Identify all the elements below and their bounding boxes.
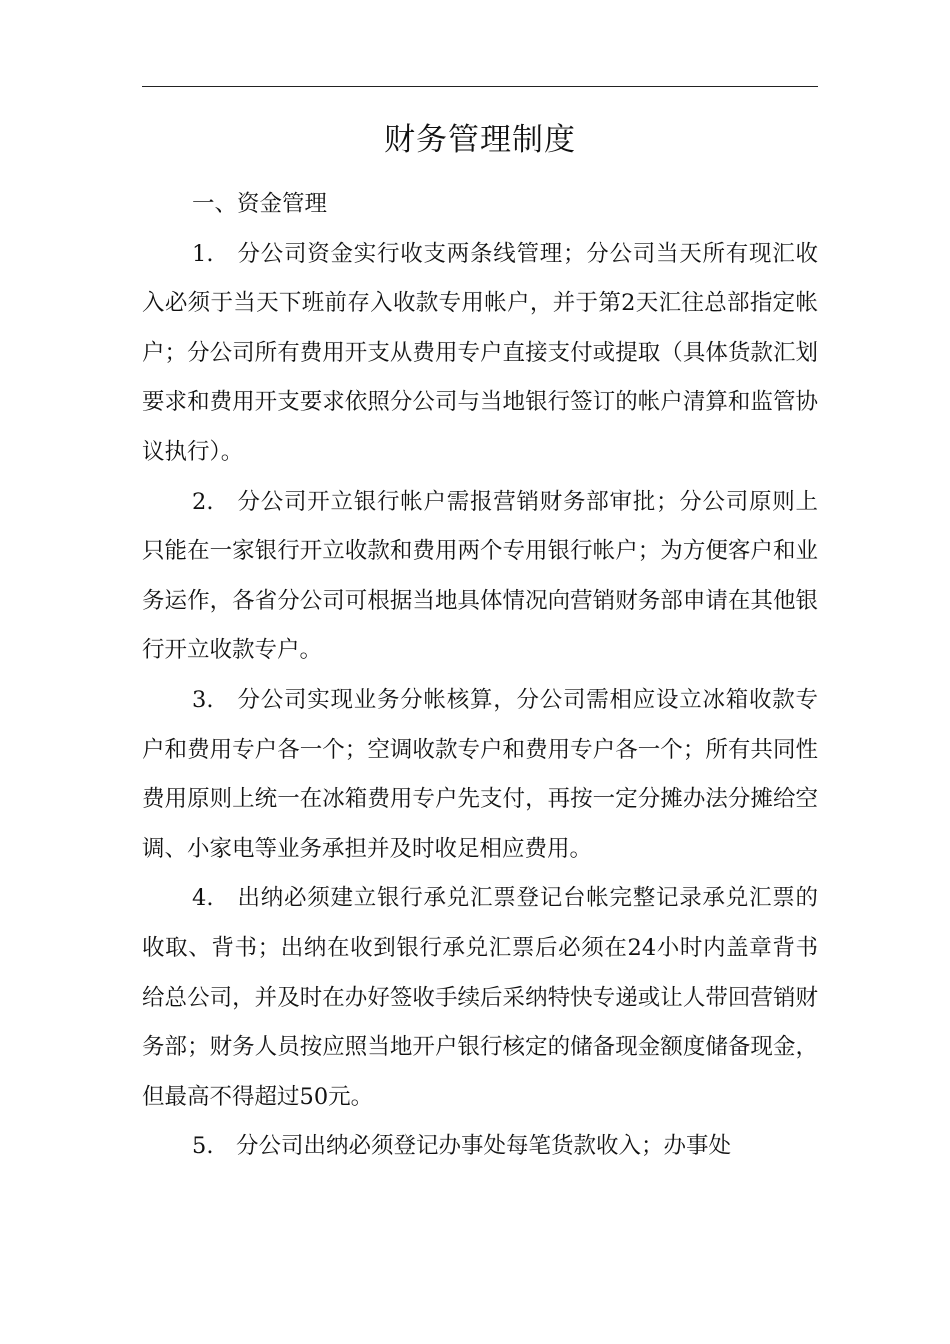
paragraph-1: 1. 分公司资金实行收支两条线管理；分公司当天所有现汇收入必须于当天下班前存入收款专用帐户，并于第2天汇往总部指定帐户；分公司所有费用开支从费用专户直接支付或提取（具体货款汇划要求和费用开支要求依照分公司与当地银行签订的帐户清算和监管协议执行）。	[142, 240, 818, 465]
paragraph-4: 4. 出纳必须建立银行承兑汇票登记台帐完整记录承兑汇票的收取、背书；出纳在收到银行承兑汇票后必须在24小时内盖章背书给总公司，并及时在办好签收手续后采纳特快专递或让人带回营销财务部；财务人员按应照当地开户银行核定的储备现金额度储备现金，但最高不得超过50元。	[142, 885, 818, 1110]
paragraph-3: 3. 分公司实现业务分帐核算，分公司需相应设立冰箱收款专户和费用专户各一个；空调收款专户和费用专户各一个；所有共同性费用原则上统一在冰箱费用专户先支付，再按一定分摊办法分摊给空调、小家电等业务承担并及时收足相应费用。	[142, 686, 818, 862]
paragraph-5: 5. 分公司出纳必须登记办事处每笔货款收入；办事处	[192, 1133, 731, 1160]
paragraph-2: 2. 分公司开立银行帐户需报营销财务部审批；分公司原则上只能在一家银行开立收款和费用两个专用银行帐户；为方便客户和业务运作，各省分公司可根据当地具体情况向营销财务部申请在其他银行开立收款专户。	[142, 488, 818, 664]
header-rule	[142, 86, 818, 87]
section-heading: 一、资金管理	[192, 191, 328, 217]
document-title: 财务管理制度	[384, 122, 576, 158]
document-body	[142, 180, 818, 1172]
